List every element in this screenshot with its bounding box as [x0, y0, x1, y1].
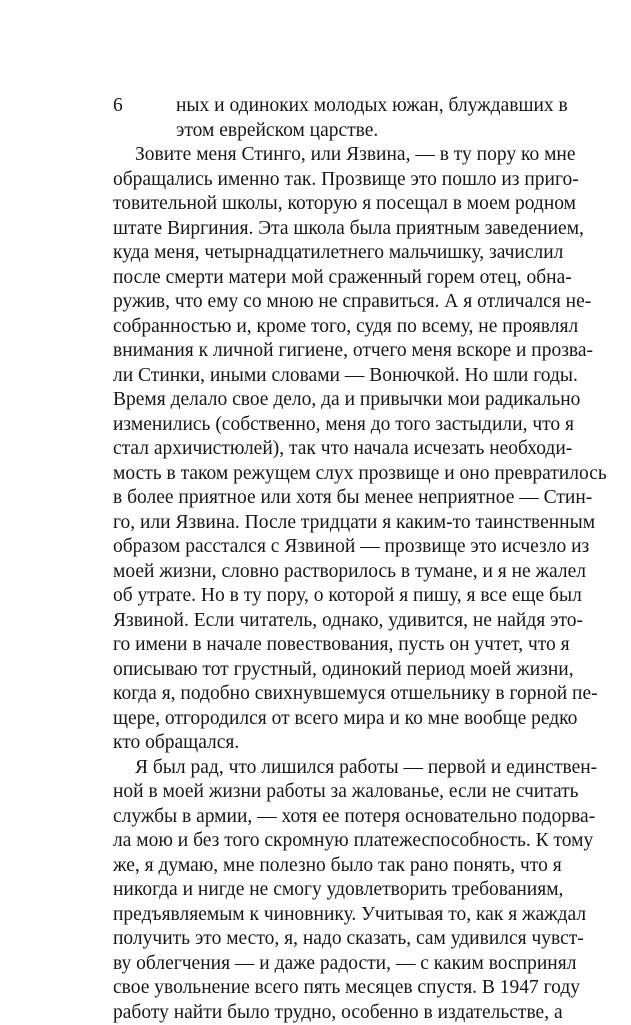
- text-line: ла мою и без того скромную платежеспособность. К тому: [113, 829, 550, 854]
- text-line: го, или Язвина. После тридцати я каким-то таинственным: [113, 511, 550, 536]
- text-line: Я был рад, что лишился работы — первой и единствен-: [113, 756, 550, 781]
- text-line: го имени в начале повествования, пусть он учтет, что я: [113, 633, 550, 658]
- text-line: ружив, что ему со мною не справиться. А я отличался не-: [113, 290, 550, 315]
- text-line: обращались именно так. Прозвище это пошло из приго-: [113, 168, 550, 193]
- text-line: об утрате. Но в ту пору, о которой я пишу, я все еще был: [113, 584, 550, 609]
- text-line: ных и одиноких молодых южан, блуждавших в: [113, 94, 550, 119]
- text-line: свое увольнение всего пять месяцев спустя. В 1947 году: [113, 976, 550, 1001]
- text-line: стал архичистюлей), так что начала исчезать необходи-: [113, 437, 550, 462]
- text-line: Зовите меня Стинго, или Язвина, — в ту пору ко мне: [113, 143, 550, 168]
- text-line: куда меня, четырнадцатилетнего мальчишку, зачислил: [113, 241, 550, 266]
- text-line: после смерти матери мой сраженный горем отец, обна-: [113, 266, 550, 291]
- text-line: когда я, подобно свихнувшемуся отшельнику в горной пе-: [113, 682, 550, 707]
- text-line: товительной школы, которую я посещал в моем родном: [113, 192, 550, 217]
- text-line: предъявляемым к чиновнику. Учитывая то, как я жаждал: [113, 903, 550, 928]
- text-line: Язвиной. Если читатель, однако, удивится, не найдя это-: [113, 609, 550, 634]
- text-line: ву облегчения — и даже радости, — с каким воспринял: [113, 952, 550, 977]
- text-line: никогда и нигде не смогу удовлетворить требованиям,: [113, 878, 550, 903]
- text-line: штате Виргиния. Эта школа была приятным заведением,: [113, 217, 550, 242]
- text-line: внимания к личной гигиене, отчего меня вскоре и прозва-: [113, 339, 550, 364]
- text-line: изменились (собственно, меня до того застыдили, что я: [113, 413, 550, 438]
- text-line: Время делало свое дело, да и привычки мои радикально: [113, 388, 550, 413]
- text-line: образом расстался с Язвиной — прозвище это исчезло из: [113, 535, 550, 560]
- page-number: 6: [113, 94, 123, 118]
- text-line: в более приятное или хотя бы менее неприятное — Стин-: [113, 486, 550, 511]
- text-line: службы в армии, — хотя ее потеря основательно подорва-: [113, 805, 550, 830]
- text-line: кто обращался.: [113, 731, 550, 756]
- body-text: [113, 94, 550, 1025]
- text-line: ли Стинки, иными словами — Вонючкой. Но шли годы.: [113, 364, 550, 389]
- text-line: описываю тот грустный, одинокий период моей жизни,: [113, 658, 550, 683]
- text-line: получить это место, я, надо сказать, сам удивился чувст-: [113, 927, 550, 952]
- text-line: моей жизни, словно растворилось в тумане, и я не жалел: [113, 560, 550, 585]
- text-line: же, я думаю, мне полезно было так рано понять, что я: [113, 854, 550, 879]
- text-line: ной в моей жизни работы за жалованье, если не считать: [113, 780, 550, 805]
- text-line: щере, отгородился от всего мира и ко мне вообще редко: [113, 707, 550, 732]
- text-line: собранностью и, кроме того, судя по всему, не проявлял: [113, 315, 550, 340]
- text-line: этом еврейском царстве.: [113, 119, 550, 144]
- text-line: мость в таком режущем слух прозвище и оно превратилось: [113, 462, 550, 487]
- text-line: работу найти было трудно, особенно в издательстве, а: [113, 1001, 550, 1025]
